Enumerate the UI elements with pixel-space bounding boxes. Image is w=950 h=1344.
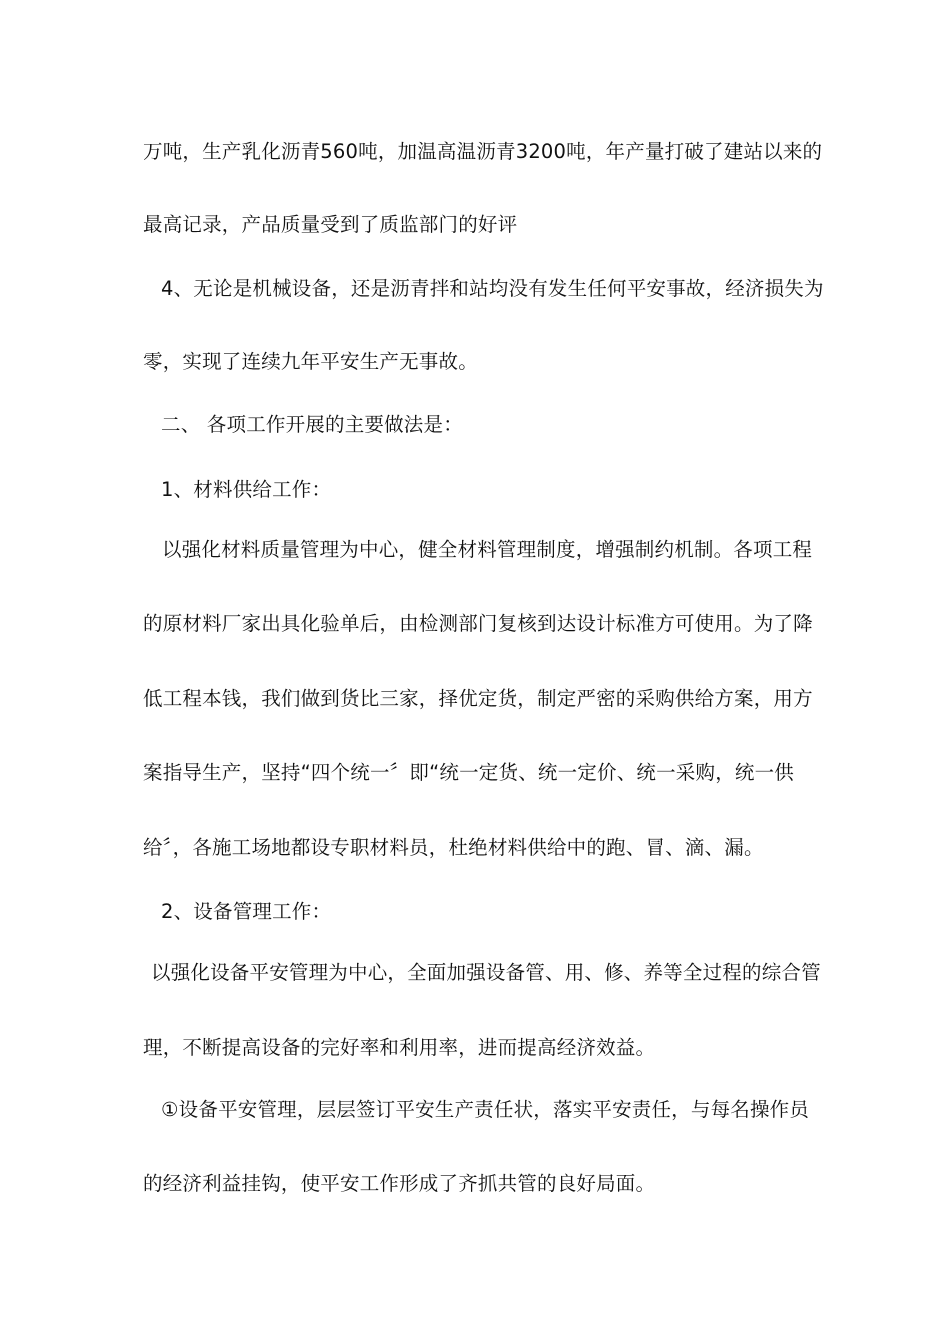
paragraph-line: 的经济利益挂钩，使平安工作形成了齐抓共管的良好局面。 <box>143 1172 656 1195</box>
paragraph-line: 零，实现了连续九年平安生产无事故。 <box>143 350 478 373</box>
paragraph-line: 的原材料厂家出具化验单后，由检测部门复核到达设计标准方可使用。为了降 <box>143 612 813 635</box>
paragraph-line: 以强化设备平安管理为中心，全面加强设备管、用、修、养等全过程的综合管 <box>151 961 821 984</box>
paragraph-line: 给〞，各施工场地都设专职材料员，杜绝材料供给中的跑、冒、滴、漏。 <box>143 836 764 859</box>
paragraph-line: 4、无论是机械设备，还是沥青拌和站均没有发生任何平安事故，经济损失为 <box>161 277 824 300</box>
paragraph-line: ①设备平安管理，层层签订平安生产责任状，落实平安责任，与每名操作员 <box>161 1098 810 1121</box>
subsection-heading: 1、材料供给工作： <box>161 478 332 501</box>
paragraph-line: 理，不断提高设备的完好率和利用率，进而提高经济效益。 <box>143 1036 656 1059</box>
section-heading: 二、 各项工作开展的主要做法是： <box>161 413 463 436</box>
paragraph-line: 以强化材料质量管理为中心，健全材料管理制度，增强制约机制。各项工程 <box>162 538 813 561</box>
paragraph-line: 案指导生产，坚持“四个统一〞即“统一定货、统一定价、统一采购，统一供 <box>143 761 795 784</box>
paragraph-line: 最高记录，产品质量受到了质监部门的好评 <box>143 213 518 236</box>
subsection-heading: 2、设备管理工作： <box>161 900 332 923</box>
paragraph-line: 低工程本钱，我们做到货比三家，择优定货，制定严密的采购供给方案，用方 <box>143 687 813 710</box>
paragraph-line: 万吨，生产乳化沥青560吨，加温高温沥青3200吨，年产量打破了建站以来的 <box>143 140 823 163</box>
